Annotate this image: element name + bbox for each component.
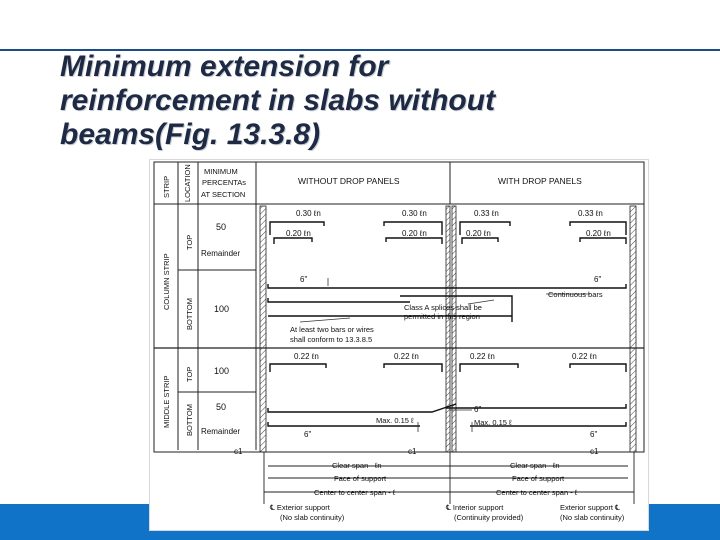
span-center-r: Center to center span - ℓ xyxy=(496,488,578,497)
title-line-3: beams(Fig. 13.3.8) xyxy=(60,118,321,151)
span-face: Face of support xyxy=(334,474,387,483)
strip-label-column: COLUMN STRIP xyxy=(162,253,171,310)
dim-022-c: 0.22 ℓn xyxy=(470,352,495,361)
pct-col-remainder: Remainder xyxy=(201,249,241,258)
slide-title xyxy=(60,50,660,154)
dim-022-d: 0.22 ℓn xyxy=(572,352,597,361)
dim-c1-b: c1 xyxy=(408,447,417,456)
dim-max015-a: Max. 0.15 ℓ xyxy=(376,416,414,425)
dim-030-mid: 0.30 ℓn xyxy=(402,209,427,218)
support-int-1: ℄ Interior support xyxy=(446,503,504,512)
dim-020-right: 0.20 ℓn xyxy=(586,229,611,238)
dim-6in-c: 6" xyxy=(474,405,482,414)
span-clear-r: Clear span - ℓn xyxy=(510,461,560,470)
support-ext-right-2: (No slab continuity) xyxy=(560,513,625,522)
dim-6in-b: 6" xyxy=(594,275,602,284)
dim-030-left: 0.30 ℓn xyxy=(296,209,321,218)
pct-mid-bottom: 50 xyxy=(216,402,227,412)
pct-col-bottom: 100 xyxy=(214,304,230,314)
strip-label-middle: MIDDLE STRIP xyxy=(162,375,171,428)
span-face-r: Face of support xyxy=(512,474,565,483)
header-min-pct-1: MINIMUM xyxy=(204,167,238,176)
middle-support-a xyxy=(446,206,450,452)
figure-svg xyxy=(150,160,648,530)
dim-6in-e: 6" xyxy=(590,430,598,439)
location-col-bottom: BOTTOM xyxy=(185,298,194,330)
header-min-pct-3: AT SECTION xyxy=(201,190,246,199)
span-clear: Clear span - ℓn xyxy=(332,461,382,470)
note-splice-2: permitted in this region xyxy=(404,312,480,321)
dim-033-mid: 0.33 ℓn xyxy=(474,209,499,218)
note-twobars-1: At least two bars or wires xyxy=(290,325,374,334)
location-mid-bottom: BOTTOM xyxy=(185,404,194,436)
header-without-drop: WITHOUT DROP PANELS xyxy=(298,176,400,186)
dim-020-mid-r: 0.20 ℓn xyxy=(466,229,491,238)
note-splice-1: Class A splices shall be xyxy=(404,303,482,312)
span-center: Center to center span - ℓ xyxy=(314,488,396,497)
note-continuous-bars: Continuous bars xyxy=(548,290,603,299)
dim-022-a: 0.22 ℓn xyxy=(294,352,319,361)
support-ext-left-1: ℄ Exterior support xyxy=(270,503,330,512)
dim-020-left: 0.20 ℓn xyxy=(286,229,311,238)
dim-022-b: 0.22 ℓn xyxy=(394,352,419,361)
dim-033-right: 0.33 ℓn xyxy=(578,209,603,218)
support-int-2: (Continuity provided) xyxy=(454,513,524,522)
reinforcement-figure xyxy=(150,160,648,530)
support-ext-right-1: Exterior support ℄ xyxy=(560,503,620,512)
header-strip: STRIP xyxy=(162,175,171,198)
dim-6in-a: 6" xyxy=(300,275,308,284)
right-support xyxy=(630,206,636,452)
dim-6in-d: 6" xyxy=(304,430,312,439)
location-col-top: TOP xyxy=(185,234,194,250)
pct-col-top: 50 xyxy=(216,222,227,232)
dim-020-mid: 0.20 ℓn xyxy=(402,229,427,238)
pct-mid-remainder: Remainder xyxy=(201,427,241,436)
title-line-1: Minimum extension for xyxy=(60,50,389,83)
dim-c1-a: c1 xyxy=(234,447,243,456)
middle-support-b xyxy=(452,206,456,452)
location-mid-top: TOP xyxy=(185,366,194,382)
header-min-pct-2: PERCENTAs xyxy=(202,178,247,187)
middle-bottom-leaders xyxy=(418,410,472,432)
left-support xyxy=(260,206,266,452)
note-twobars-2: shall conform to 13.3.8.5 xyxy=(290,335,373,344)
header-location: LOCATION xyxy=(183,164,192,202)
support-ext-left-2: (No slab continuity) xyxy=(280,513,345,522)
dim-max015-b: Max. 0.15 ℓ xyxy=(474,418,512,427)
pct-mid-top: 100 xyxy=(214,366,230,376)
header-with-drop: WITH DROP PANELS xyxy=(498,176,582,186)
title-line-2: reinforcement in slabs without xyxy=(60,84,496,117)
dim-c1-c: c1 xyxy=(590,447,599,456)
